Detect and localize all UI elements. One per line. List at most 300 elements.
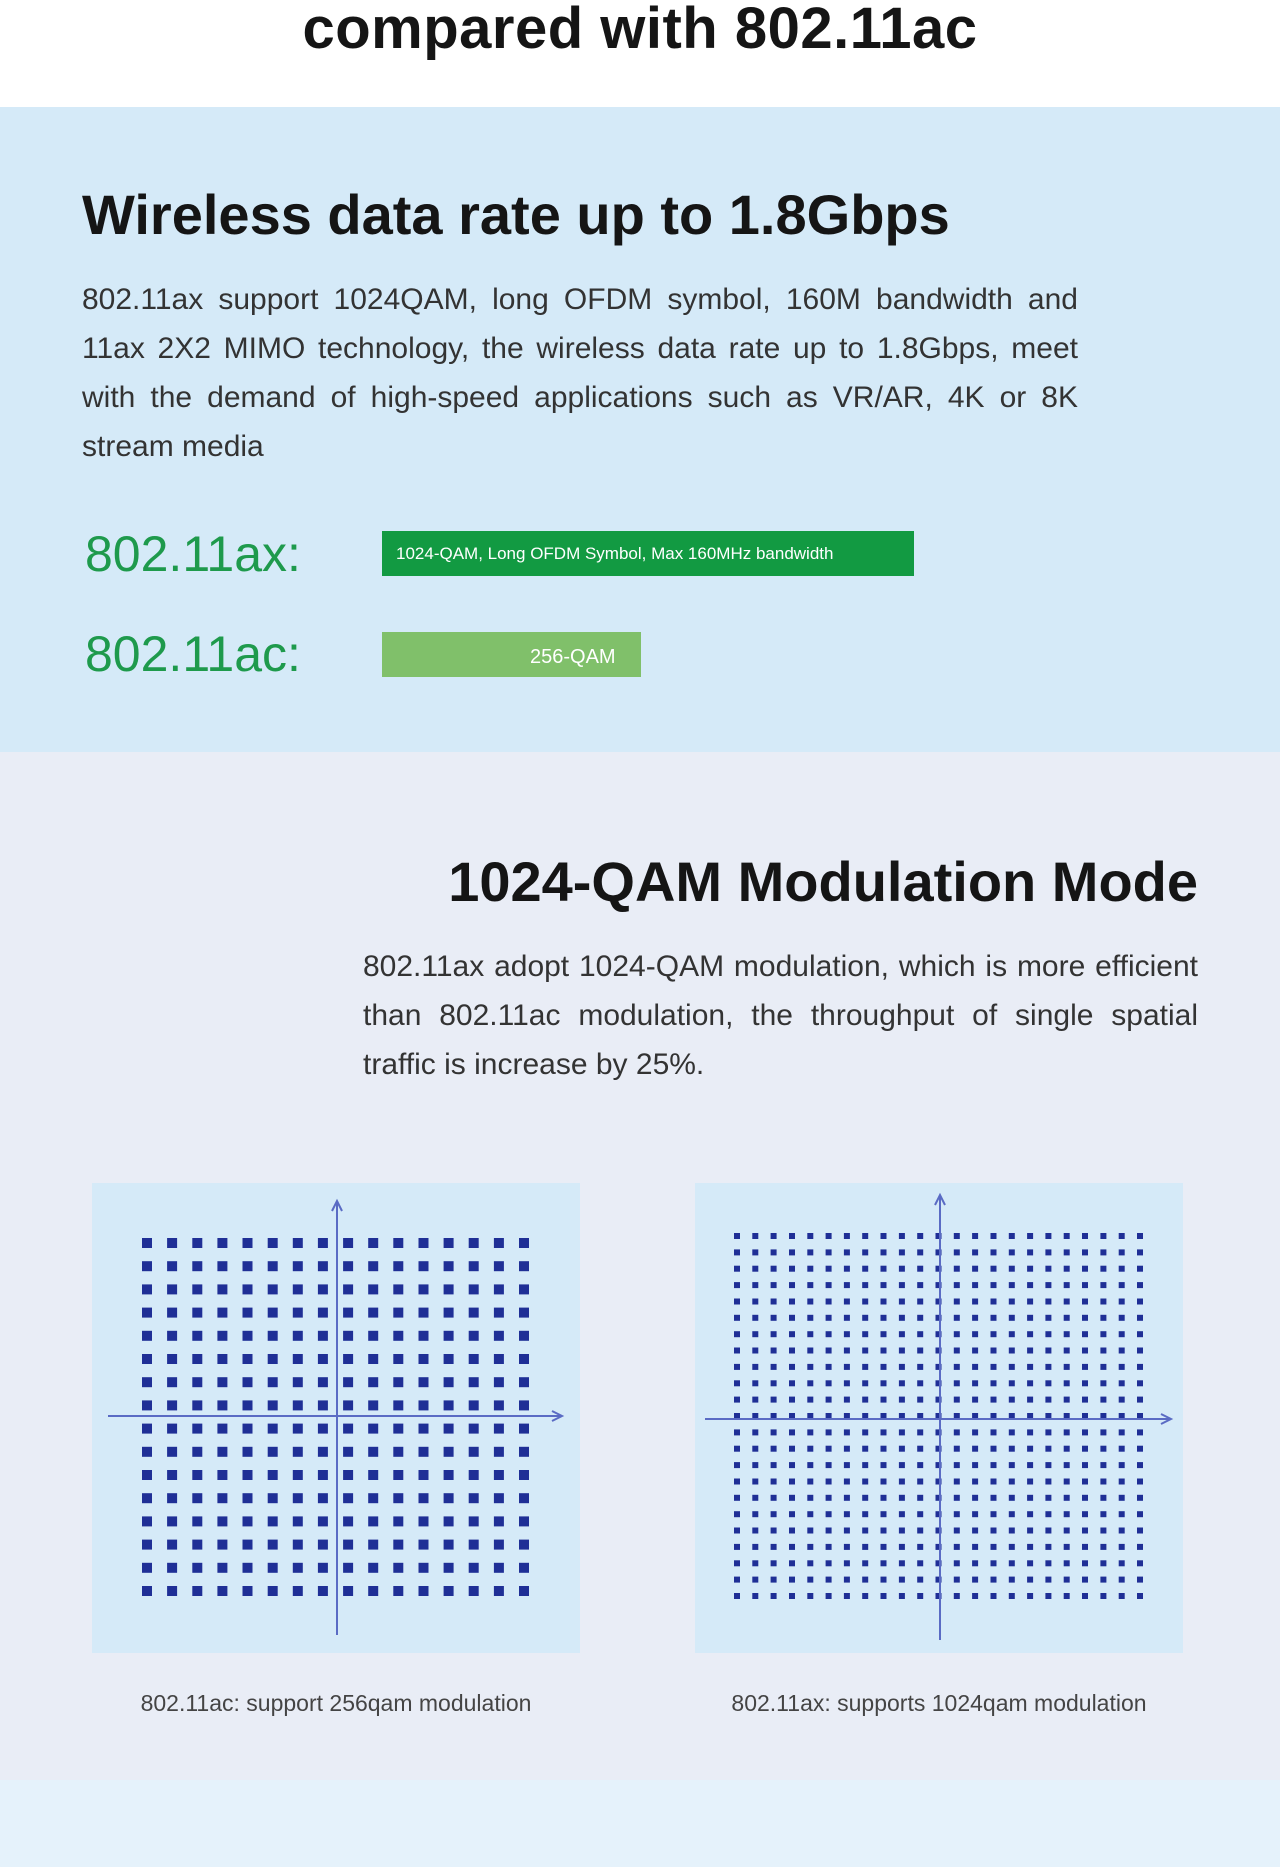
constellation-point (1027, 1560, 1033, 1566)
constellation-point (217, 1540, 227, 1550)
constellation-point (1100, 1528, 1106, 1534)
constellation-point (734, 1479, 740, 1485)
constellation-point (519, 1586, 529, 1596)
constellation-point (393, 1238, 403, 1248)
constellation-point (752, 1462, 758, 1468)
constellation-point (368, 1261, 378, 1271)
constellation-point (393, 1377, 403, 1387)
constellation-point (268, 1308, 278, 1318)
constellation-point (881, 1299, 887, 1305)
constellation-point (991, 1249, 997, 1255)
constellation-point (1009, 1380, 1015, 1386)
constellation-point (494, 1447, 504, 1457)
constellation-point (789, 1429, 795, 1435)
constellation-point (318, 1447, 328, 1457)
constellation-point (862, 1348, 868, 1354)
constellation-point (881, 1364, 887, 1370)
constellation-point (807, 1479, 813, 1485)
constellation-point (1119, 1593, 1125, 1599)
constellation-point (519, 1424, 529, 1434)
constellation-point (368, 1284, 378, 1294)
constellation-point (954, 1380, 960, 1386)
constellation-point (991, 1364, 997, 1370)
constellation-point (519, 1284, 529, 1294)
constellation-point (469, 1516, 479, 1526)
constellation-point (972, 1560, 978, 1566)
constellation-point (1119, 1331, 1125, 1337)
constellation-point (917, 1462, 923, 1468)
constellation-point (899, 1266, 905, 1272)
constellation-point (734, 1249, 740, 1255)
constellation-point (844, 1577, 850, 1583)
constellation-point (1082, 1380, 1088, 1386)
constellation-point (917, 1544, 923, 1550)
constellation-point (881, 1528, 887, 1534)
constellation-point (293, 1238, 303, 1248)
constellation-point (1100, 1282, 1106, 1288)
constellation-point (1082, 1560, 1088, 1566)
constellation-point (917, 1446, 923, 1452)
constellation-point (268, 1354, 278, 1364)
constellation-point (899, 1315, 905, 1321)
constellation-point (419, 1238, 429, 1248)
constellation-point (881, 1560, 887, 1566)
constellation-point (1137, 1233, 1143, 1239)
constellation-256qam-svg (92, 1183, 580, 1653)
constellation-point (393, 1354, 403, 1364)
constellation-point (419, 1284, 429, 1294)
constellation-point (752, 1577, 758, 1583)
constellation-point (1009, 1282, 1015, 1288)
constellation-point (752, 1397, 758, 1403)
constellation-point (1137, 1560, 1143, 1566)
constellation-point (789, 1577, 795, 1583)
constellation-point (1082, 1299, 1088, 1305)
constellation-point (807, 1266, 813, 1272)
constellation-point (1137, 1479, 1143, 1485)
constellation-point (1100, 1266, 1106, 1272)
constellation-point (1045, 1560, 1051, 1566)
constellation-point (142, 1470, 152, 1480)
constellation-point (1027, 1429, 1033, 1435)
constellation-point (142, 1563, 152, 1573)
constellation-point (954, 1429, 960, 1435)
constellation-point (917, 1397, 923, 1403)
constellation-point (368, 1516, 378, 1526)
constellation-1024qam-svg (695, 1183, 1183, 1653)
constellation-point (393, 1308, 403, 1318)
constellation-point (752, 1528, 758, 1534)
constellation-point (167, 1424, 177, 1434)
constellation-point (1100, 1299, 1106, 1305)
constellation-point (991, 1348, 997, 1354)
constellation-point (444, 1540, 454, 1550)
constellation-point (1119, 1528, 1125, 1534)
constellation-point (243, 1493, 253, 1503)
constellation-point (318, 1261, 328, 1271)
constellation-point (1137, 1495, 1143, 1501)
constellation-point (771, 1593, 777, 1599)
constellation-point (789, 1282, 795, 1288)
constellation-point (293, 1447, 303, 1457)
constellation-point (826, 1331, 832, 1337)
constellation-point (991, 1577, 997, 1583)
constellation-point (1045, 1429, 1051, 1435)
constellation-point (862, 1315, 868, 1321)
constellation-point (844, 1380, 850, 1386)
constellation-point (972, 1479, 978, 1485)
constellation-point (899, 1511, 905, 1517)
constellation-point (826, 1544, 832, 1550)
constellation-point (1064, 1577, 1070, 1583)
constellation-point (318, 1400, 328, 1410)
constellation-point (862, 1429, 868, 1435)
constellation-point (899, 1495, 905, 1501)
constellation-point (368, 1400, 378, 1410)
constellation-point (807, 1397, 813, 1403)
constellation-point (167, 1400, 177, 1410)
constellation-point (826, 1577, 832, 1583)
constellation-point (293, 1563, 303, 1573)
constellation-point (752, 1249, 758, 1255)
constellation-point (217, 1354, 227, 1364)
constellation-point (826, 1364, 832, 1370)
constellation-point (899, 1348, 905, 1354)
constellation-point (368, 1331, 378, 1341)
constellation-point (972, 1397, 978, 1403)
constellation-point (1137, 1577, 1143, 1583)
constellation-point (1009, 1348, 1015, 1354)
qam-description: 802.11ax adopt 1024-QAM modulation, which is more efficient than 802.11ac modulation, the throughput of single spatial traffic is increase by 25%. (363, 950, 1198, 1081)
constellation-point (1100, 1577, 1106, 1583)
constellation-point (1009, 1495, 1015, 1501)
constellation-point (752, 1479, 758, 1485)
constellation-point (862, 1479, 868, 1485)
constellation-point (318, 1377, 328, 1387)
constellation-point (899, 1282, 905, 1288)
constellation-point (444, 1308, 454, 1318)
constellation-point (991, 1495, 997, 1501)
constellation-point (807, 1495, 813, 1501)
constellation-point (444, 1284, 454, 1294)
constellation-point (1045, 1495, 1051, 1501)
constellation-point (771, 1446, 777, 1452)
constellation-point (954, 1266, 960, 1272)
data-rate-section (0, 107, 1280, 752)
constellation-point (752, 1593, 758, 1599)
constellation-point (826, 1429, 832, 1435)
constellation-point (1137, 1348, 1143, 1354)
constellation-point (881, 1577, 887, 1583)
constellation-point (1082, 1495, 1088, 1501)
constellation-point (991, 1282, 997, 1288)
constellation-point (368, 1354, 378, 1364)
constellation-point (494, 1261, 504, 1271)
constellation-point (368, 1470, 378, 1480)
constellation-point (899, 1299, 905, 1305)
constellation-point (881, 1429, 887, 1435)
constellation-point (807, 1299, 813, 1305)
constellation-point (789, 1348, 795, 1354)
constellation-point (862, 1397, 868, 1403)
constellation-point (899, 1233, 905, 1239)
constellation-point (734, 1511, 740, 1517)
constellation-point (826, 1495, 832, 1501)
constellation-point (807, 1233, 813, 1239)
constellation-point (217, 1424, 227, 1434)
constellation-point (752, 1380, 758, 1386)
constellation-point (1100, 1397, 1106, 1403)
constellation-point (192, 1493, 202, 1503)
constellation-point (1009, 1331, 1015, 1337)
constellation-point (419, 1377, 429, 1387)
constellation-point (844, 1331, 850, 1337)
constellation-point (1009, 1528, 1015, 1534)
constellation-point (734, 1380, 740, 1386)
constellation-point (393, 1261, 403, 1271)
constellation-point (192, 1563, 202, 1573)
constellation-point (1027, 1266, 1033, 1272)
constellation-point (469, 1331, 479, 1341)
constellation-point (1064, 1249, 1070, 1255)
bar-802-11ac: 256-QAM (382, 632, 641, 677)
constellation-point (167, 1261, 177, 1271)
constellation-point (1119, 1462, 1125, 1468)
constellation-point (991, 1233, 997, 1239)
constellation-point (318, 1540, 328, 1550)
constellation-point (844, 1511, 850, 1517)
constellation-point (752, 1348, 758, 1354)
constellation-point (807, 1577, 813, 1583)
constellation-point (917, 1429, 923, 1435)
constellation-point (899, 1593, 905, 1599)
constellation-point (862, 1446, 868, 1452)
constellation-point (844, 1495, 850, 1501)
constellation-point (268, 1563, 278, 1573)
constellation-point (899, 1249, 905, 1255)
constellation-point (752, 1233, 758, 1239)
constellation-point (771, 1528, 777, 1534)
constellation-point (1082, 1462, 1088, 1468)
constellation-point (917, 1233, 923, 1239)
constellation-point (862, 1380, 868, 1386)
constellation-point (419, 1470, 429, 1480)
constellation-point (917, 1299, 923, 1305)
constellation-point (862, 1282, 868, 1288)
constellation-point (1027, 1233, 1033, 1239)
constellation-point (1027, 1299, 1033, 1305)
constellation-point (494, 1424, 504, 1434)
constellation-point (519, 1447, 529, 1457)
constellation-point (1119, 1249, 1125, 1255)
constellation-point (1045, 1364, 1051, 1370)
constellation-point (1009, 1560, 1015, 1566)
constellation-point (1119, 1315, 1125, 1321)
constellation-point (1100, 1544, 1106, 1550)
constellation-point (881, 1511, 887, 1517)
constellation-point (881, 1282, 887, 1288)
constellation-point (752, 1266, 758, 1272)
constellation-point (469, 1238, 479, 1248)
constellation-point (268, 1238, 278, 1248)
constellation-point (494, 1540, 504, 1550)
constellation-point (519, 1308, 529, 1318)
constellation-point (752, 1364, 758, 1370)
constellation-point (494, 1493, 504, 1503)
constellation-point (393, 1563, 403, 1573)
constellation-point (789, 1446, 795, 1452)
constellation-point (1100, 1511, 1106, 1517)
constellation-point (1064, 1479, 1070, 1485)
constellation-point (494, 1400, 504, 1410)
constellation-point (752, 1560, 758, 1566)
constellation-point (734, 1495, 740, 1501)
constellation-point (343, 1238, 353, 1248)
constellation-point (1100, 1479, 1106, 1485)
constellation-point (393, 1516, 403, 1526)
constellation-point (1082, 1331, 1088, 1337)
constellation-point (293, 1470, 303, 1480)
constellation-point (826, 1479, 832, 1485)
constellation-point (972, 1315, 978, 1321)
constellation-point (899, 1397, 905, 1403)
constellation-point (217, 1470, 227, 1480)
constellation-point (167, 1493, 177, 1503)
constellation-point (419, 1400, 429, 1410)
constellation-point (881, 1266, 887, 1272)
constellation-point (844, 1282, 850, 1288)
caption-1024qam: 802.11ax: supports 1024qam modulation (731, 1690, 1147, 1716)
constellation-point (142, 1261, 152, 1271)
constellation-point (268, 1377, 278, 1387)
constellation-point (752, 1331, 758, 1337)
constellation-point (826, 1511, 832, 1517)
constellation-point (771, 1577, 777, 1583)
constellation-point (243, 1424, 253, 1434)
constellation-point (343, 1563, 353, 1573)
constellation-point (881, 1397, 887, 1403)
constellation-point (771, 1380, 777, 1386)
constellation-point (734, 1282, 740, 1288)
constellation-point (1009, 1577, 1015, 1583)
constellation-point (771, 1282, 777, 1288)
constellation-point (1100, 1233, 1106, 1239)
constellation-point (1045, 1331, 1051, 1337)
constellation-point (1137, 1282, 1143, 1288)
constellation-point (734, 1446, 740, 1452)
constellation-point (444, 1424, 454, 1434)
constellation-point (519, 1261, 529, 1271)
constellation-point (752, 1446, 758, 1452)
constellation-point (826, 1462, 832, 1468)
constellation-point (954, 1462, 960, 1468)
constellation-point (826, 1282, 832, 1288)
constellation-point (293, 1586, 303, 1596)
constellation-point (1082, 1528, 1088, 1534)
constellation-point (844, 1397, 850, 1403)
constellation-point (972, 1380, 978, 1386)
constellation-point (142, 1493, 152, 1503)
constellation-point (1119, 1348, 1125, 1354)
constellation-point (1100, 1429, 1106, 1435)
constellation-point (807, 1462, 813, 1468)
constellation-point (1082, 1364, 1088, 1370)
constellation-point (917, 1511, 923, 1517)
constellation-point (734, 1348, 740, 1354)
constellation-point (1119, 1511, 1125, 1517)
constellation-point (1082, 1511, 1088, 1517)
constellation-point (1064, 1593, 1070, 1599)
constellation-point (444, 1331, 454, 1341)
constellation-point (217, 1284, 227, 1294)
constellation-point (881, 1544, 887, 1550)
constellation-point (268, 1261, 278, 1271)
constellation-point (519, 1331, 529, 1341)
constellation-point (343, 1424, 353, 1434)
constellation-point (1027, 1479, 1033, 1485)
constellation-point (789, 1249, 795, 1255)
constellation-point (789, 1479, 795, 1485)
constellation-point (881, 1249, 887, 1255)
constellation-point (844, 1528, 850, 1534)
constellation-point (519, 1563, 529, 1573)
constellation-point (1045, 1446, 1051, 1452)
constellation-point (1137, 1380, 1143, 1386)
constellation-point (1009, 1593, 1015, 1599)
constellation-point (419, 1493, 429, 1503)
constellation-point (318, 1238, 328, 1248)
constellation-point (167, 1516, 177, 1526)
constellation-point (734, 1577, 740, 1583)
constellation-point (917, 1495, 923, 1501)
constellation-point (771, 1299, 777, 1305)
constellation-point (192, 1447, 202, 1457)
constellation-point (1009, 1511, 1015, 1517)
constellation-point (1082, 1593, 1088, 1599)
constellation-point (771, 1266, 777, 1272)
constellation-point (1045, 1397, 1051, 1403)
constellation-point (899, 1544, 905, 1550)
constellation-point (293, 1493, 303, 1503)
constellation-point (972, 1544, 978, 1550)
constellation-point (734, 1429, 740, 1435)
constellation-point (1027, 1577, 1033, 1583)
constellation-point (1009, 1315, 1015, 1321)
constellation-point (494, 1284, 504, 1294)
constellation-point (991, 1380, 997, 1386)
constellation-point (1045, 1544, 1051, 1550)
constellation-point (419, 1331, 429, 1341)
constellation-point (268, 1586, 278, 1596)
constellation-point (844, 1462, 850, 1468)
constellation-point (991, 1397, 997, 1403)
constellation-point (734, 1331, 740, 1337)
constellation-point (469, 1493, 479, 1503)
constellation-point (1119, 1577, 1125, 1583)
constellation-point (826, 1380, 832, 1386)
constellation-point (734, 1233, 740, 1239)
constellation-point (1082, 1429, 1088, 1435)
constellation-point (954, 1495, 960, 1501)
constellation-point (192, 1354, 202, 1364)
constellation-point (419, 1308, 429, 1318)
constellation-point (192, 1238, 202, 1248)
constellation-point (954, 1479, 960, 1485)
constellation-point (1082, 1544, 1088, 1550)
constellation-point (444, 1238, 454, 1248)
constellation-point (1027, 1495, 1033, 1501)
constellation-point (343, 1261, 353, 1271)
